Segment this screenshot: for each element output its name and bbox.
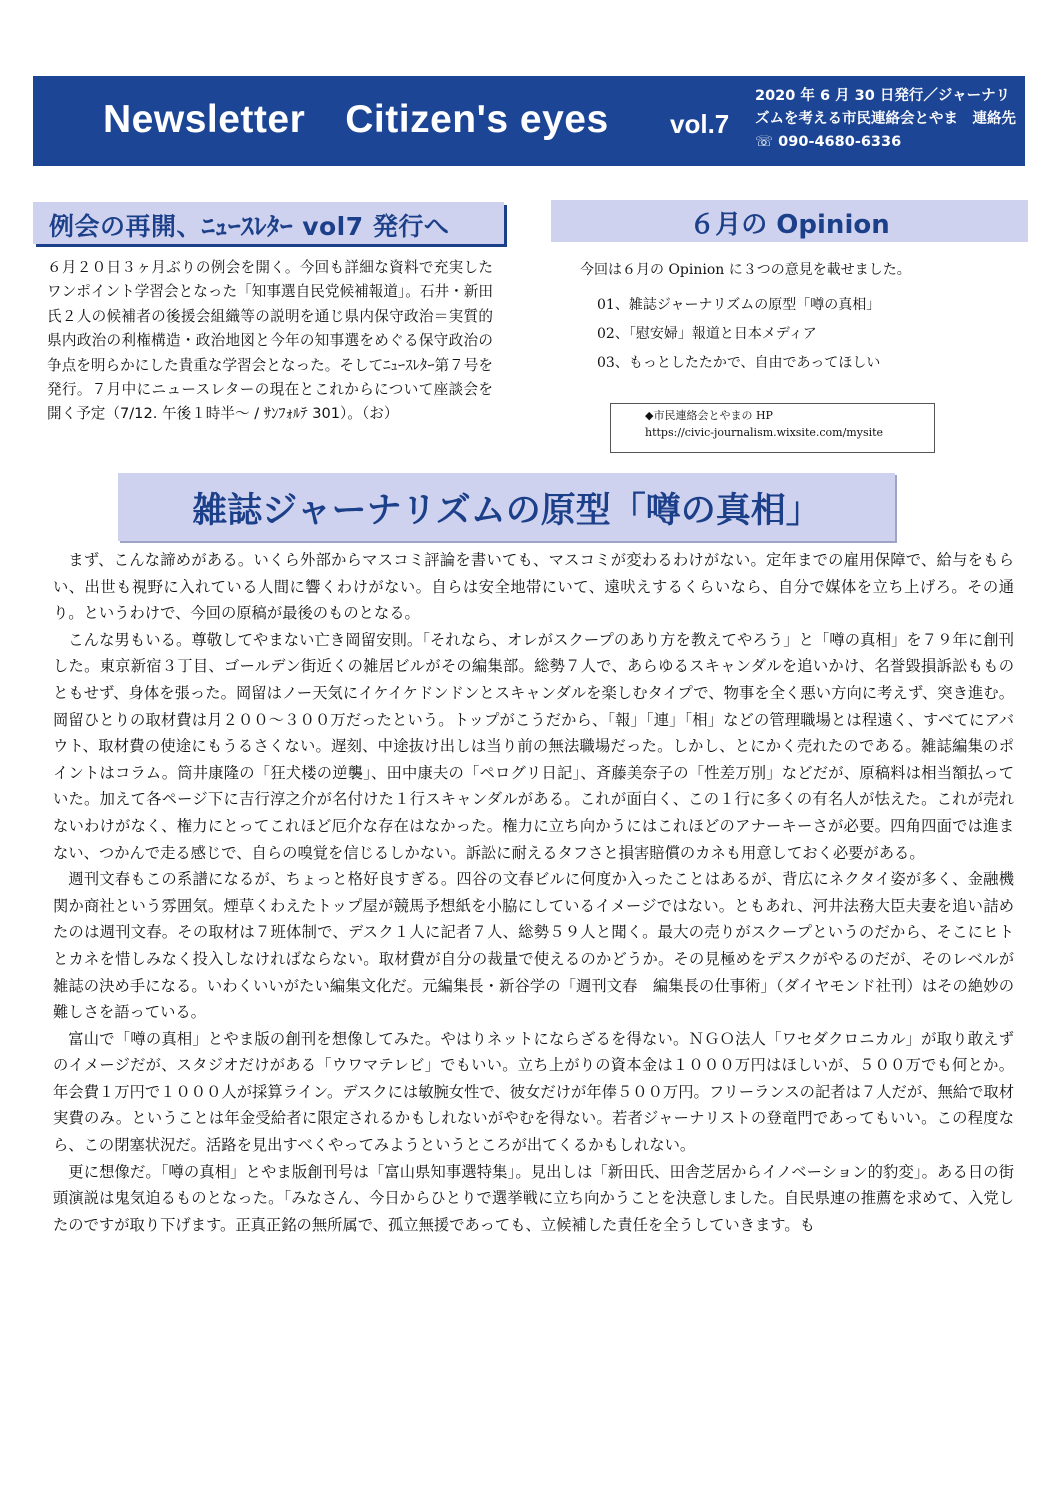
meeting-report: ６月２０日３ヶ月ぶりの例会を開く。今回も詳細な資料で充実したワンポイント学習会となった「知事選自民党候補報道」。石井・新田氏２人の候補者の後援会組織等の説明を通じ県内保守政治＝実質的県内政治の利権構造・政治地図と今年の知事選をめぐる保守政治の争点を明らかにした貴重な学習会となった。そしてﾆｭｰｽﾚﾀｰ第７号を発行。７月中にニュースレターの現在とこれからについて座談会を開く予定（7/12. 午後１時半～ / ｻﾝﾌｫﾙﾃ 301）。（お） xyxy=(47,259,493,423)
opinion-item: 02、「慰安婦」報道と日本メディア xyxy=(597,326,817,342)
title-right: Citizen's eyes xyxy=(345,98,609,141)
article-paragraph: まず、こんな諦めがある。いくら外部からマスコミ評論を書いても、マスコミが変わるわけがない。定年までの雇用保障で、給与をもらい、出世も視野に入れている人間に響くわけがない。自らは安全地帯にいて、遠吠えするくらいなら、自分で媒体を立ち上げろ。その通り。というわけで、今回の原稿が最後のものとなる。 xyxy=(53,551,1014,623)
opinion-item: 01、雑誌ジャーナリズムの原型「噂の真相」 xyxy=(597,297,881,313)
homepage-box xyxy=(610,403,935,453)
article-title: 雑誌ジャーナリズムの原型「噂の真相」 xyxy=(192,491,821,531)
meeting-heading: 例会の再開、ﾆｭｰｽﾚﾀｰ vol7 発行へ xyxy=(49,212,450,241)
newsletter-title xyxy=(103,98,609,142)
volume-label: vol.7 xyxy=(670,109,730,139)
article-paragraph: こんな男もいる。尊敬してやまない亡き岡留安則。「それなら、オレがスクープのあり方を教えてやろう」と「噂の真相」を７９年に創刊した。東京新宿３丁目、ゴールデン街近くの雑居ビルがその編集部。総勢７人で、あらゆるスキャンダルを追いかけ、名誉毀損訴訟もものともせず、身体を張った。岡留はノー天気にイケイケドンドンとスキャンダルを楽しむタイプで、物事を全く悪い方向に考えず、突き進む。岡留ひとりの取材費は月２００～３００万だったという。トップがこうだから、「報」「連」「相」などの管理職場とは程遠く、すべてにアバウト、取材費の使途にもうるさくない。遅刻、中途抜け出しは当り前の無法職場だった。しかし、とにかく売れたのである。雑誌編集のポイントはコラム。筒井康隆の「狂犬楼の逆襲」、田中康夫の「ペログリ日記」、斉藤美奈子の「性差万別」などだが、原稿料は相当額払っていた。加えて各ページ下に吉行淳之介が名付けた１行スキャンダルがある。これが面白く、この１行に多くの有名人が怯えた。これが売れないわけがなく、権力にとってこれほど厄介な存在はなかった。権力に立ち向かうにはこれほどのアナーキーさが必要。四角四面では進まない、つかんで走る感じで、自らの嗅覚を信じるしかない。訴訟に耐えるタフさと損害賠償のカネも用意しておく必要がある。 xyxy=(53,630,1014,862)
opinion-intro: 今回は６月の Opinion に３つの意見を載せました。 xyxy=(580,262,911,278)
article-title-box xyxy=(118,473,895,541)
article-paragraph: 更に想像だ。「噂の真相」とやま版創刊号は「富山県知事選特集」。見出しは「新田氏、田舎芝居からイノベーション的豹変」。ある日の街頭演説は鬼気迫るものとなった。「みなさん、今日からひとりで選挙戦に立ち向かうことを決意しました。自民県連の推薦を求めて、入党したのですが取り下げます。正真正銘の無所属で、孤立無援であっても、立候補した責任を全うしていきます。も xyxy=(53,1162,1014,1234)
homepage-label: ◆市民連絡会とやまの HP xyxy=(645,409,773,422)
masthead xyxy=(33,76,1025,166)
homepage-url[interactable]: https://civic-journalism.wixsite.com/mysite xyxy=(645,426,884,439)
article-paragraph: 富山で「噂の真相」とやま版の創刊を想像してみた。やはりネットにならざるを得ない。ＮＧＯ法人「ワセダクロニカル」が取り敢えずのイメージだが、スタジオだけがある「ウワマテレビ」でもいい。立ち上がりの資本金は１０００万円はほしいが、５００万でも何とか。年会費１万円で１０００人が採算ライン。デスクには敏腕女性で、彼女だけが年俸５００万円。フリーランスの記者は７人だが、無給で取材実費のみ。ということは年金受給者に限定されるかもしれないがやむを得ない。若者ジャーナリストの登竜門であってもいい。この程度なら、この閉塞状況だ。活路を見出すべくやってみようというところが出てくるかもしれない。 xyxy=(53,1029,1014,1155)
opinion-item: 03、もっとしたたかで、自由であってほしい xyxy=(597,355,881,371)
opinion-heading-box xyxy=(551,200,1028,242)
article-body xyxy=(53,547,1014,1238)
opinion-heading: ６月の Opinion xyxy=(689,210,890,240)
opinion-list xyxy=(597,294,880,381)
article-paragraph: 週刊文春もこの系譜になるが、ちょっと格好良すぎる。四谷の文春ビルに何度か入ったことはあるが、背広にネクタイ姿が多く、金融機関か商社という雰囲気。煙草くわえたトップ屋が競馬予想紙を小脇にしているイメージではない。ともあれ、河井法務大臣夫妻を追い詰めたのは週刊文春。その取材は７班体制で、デスク１人に記者７人、総勢５９人と聞く。最大の売りがスクープというのだから、そこにヒトとカネを惜しみなく投入しなければならない。取材費が自分の裁量で使えるのかどうか。その見極めをデスクがやるのだが、そのレベルが雑誌の決め手になる。いわくいいがたい編集文化だ。元編集長・新谷学の「週刊文春 編集長の仕事術」（ダイヤモンド社刊）はその絶妙の難しさを語っている。 xyxy=(53,870,1014,1022)
meeting-heading-box xyxy=(33,202,504,244)
publication-info: 2020 年 6 月 30 日発行／ジャーナリズムを考える市民連絡会とやま 連絡先☏ 090-4680-6336 xyxy=(755,88,1016,150)
title-left: Newsletter xyxy=(103,98,306,141)
